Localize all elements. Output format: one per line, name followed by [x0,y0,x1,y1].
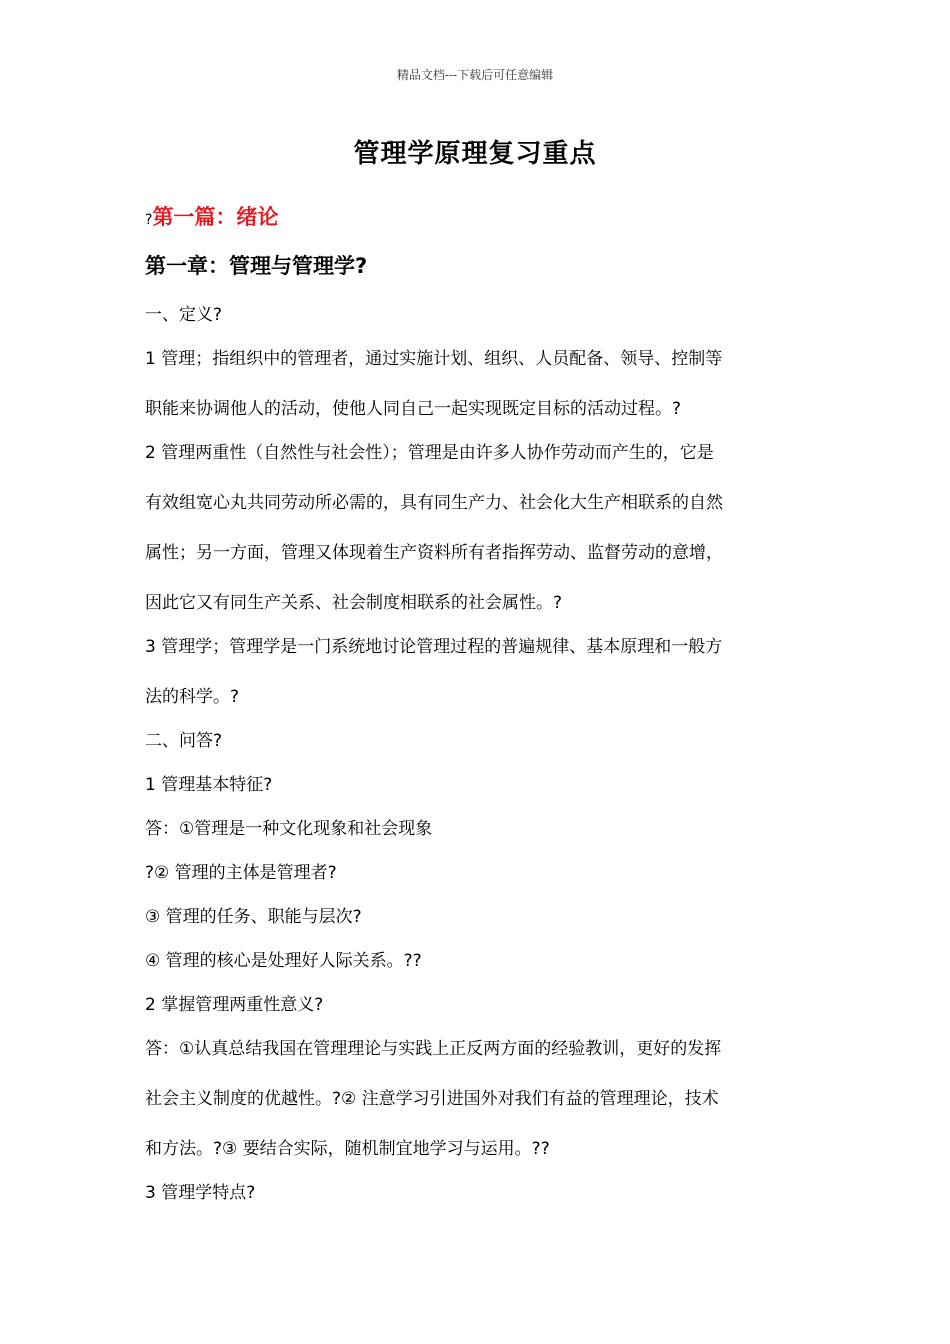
question-line: 1 管理基本特征? [145,775,273,795]
part-heading-text: 第一篇：绪论 [152,205,279,229]
paragraph-line: 因此它又有同生产关系、社会制度相联系的社会属性。? [145,593,563,613]
paragraph-line: 法的科学。? [145,687,240,707]
paragraph-line: 2 管理两重性（自然性与社会性）；管理是由许多人协作劳动而产生的，它是 [145,443,714,463]
answer-line: ④ 管理的核心是处理好人际关系。?? [145,951,422,971]
question-line: 3 管理学特点? [145,1183,256,1203]
paragraph-line: 有效组宽心丸共同劳动所必需的，具有同生产力、社会化大生产相联系的自然 [145,493,723,513]
answer-line: 答：①认真总结我国在管理理论与实践上正反两方面的经验教训，更好的发挥 [145,1039,722,1059]
answer-line: ③ 管理的任务、职能与层次? [145,907,362,927]
paragraph-line: 职能来协调他人的活动，使他人同自己一起实现既定目标的活动过程。? [145,399,682,419]
question-line: 2 掌握管理两重性意义? [145,995,324,1015]
paragraph-line: 属性；另一方面，管理又体现着生产资料所有者指挥劳动、监督劳动的意增， [145,543,723,563]
document-title: 管理学原理复习重点 [353,139,597,169]
paragraph-line: 1 管理；指组织中的管理者，通过实施计划、组织、人员配备、领导、控制等 [145,349,723,369]
answer-line: 答：①管理是一种文化现象和社会现象 [145,819,433,839]
part-heading-prefix: ? [145,212,153,228]
answer-line: ?② 管理的主体是管理者? [145,863,337,883]
section-heading-definitions: 一、定义? [145,305,223,325]
part-heading [145,201,815,231]
answer-line: 和方法。?③ 要结合实际，随机制宜地学习与运用。?? [145,1139,550,1159]
header-note: 精品文档---下载后可任意编辑 [396,68,554,82]
section-heading-qa: 二、问答? [145,731,223,751]
chapter-heading: 第一章：管理与管理学? [145,254,368,278]
answer-line: 社会主义制度的优越性。?② 注意学习引进国外对我们有益的管理理论，技术 [145,1089,719,1109]
paragraph-line: 3 管理学；管理学是一门系统地讨论管理过程的普遍规律、基本原理和一般方 [145,637,723,657]
